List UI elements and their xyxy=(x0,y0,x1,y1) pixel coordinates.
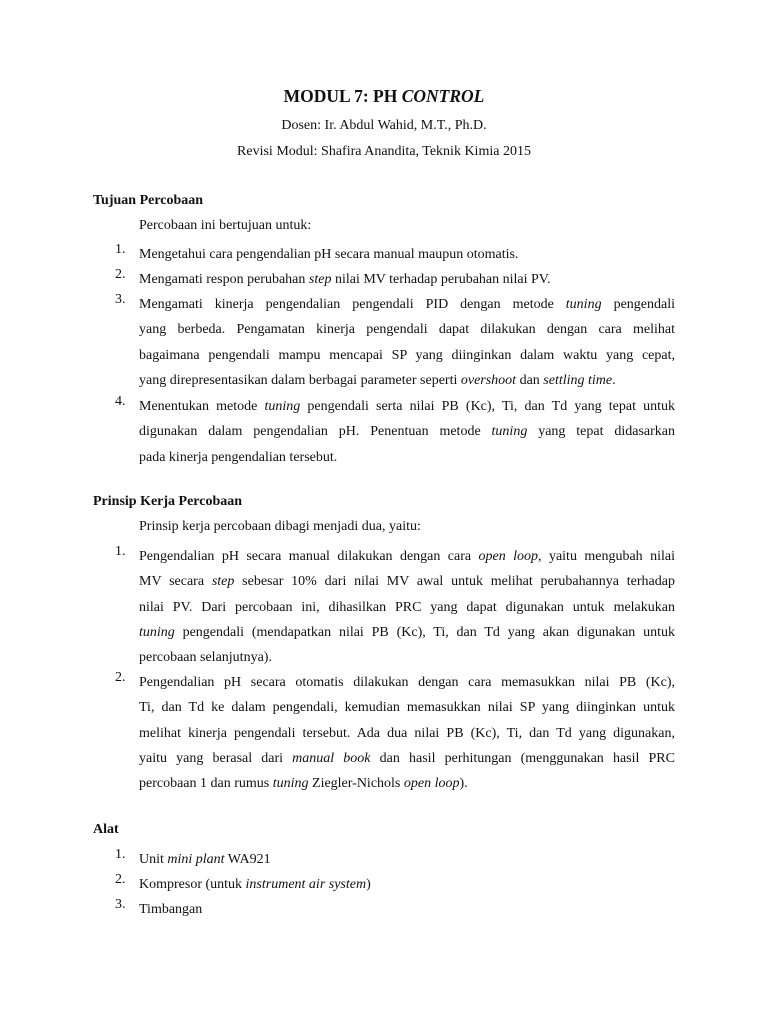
list-item-text xyxy=(139,544,675,670)
tujuan-item xyxy=(93,267,675,292)
list-number: 3. xyxy=(115,292,126,307)
italic-term: mini plant xyxy=(167,852,225,867)
text-line: yang berbeda. Pengamatan kinerja pengendali dapat dilakukan dengan cara melihat xyxy=(139,322,675,338)
text-line: Ti, dan Td ke dalam pengendali, kemudian memasukkan nilai SP yang diinginkan untuk xyxy=(139,700,675,716)
list-number: 2. xyxy=(115,267,126,282)
text-line: percobaan selanjutnya). xyxy=(139,650,272,666)
italic-term: step xyxy=(308,272,332,287)
italic-term: tuning xyxy=(272,776,309,792)
alat-item xyxy=(93,847,675,872)
list-number: 4. xyxy=(115,394,126,409)
title-prefix: MODUL 7: PH xyxy=(283,86,398,106)
text-line: Timbangan xyxy=(139,902,203,917)
text-line: Pengendalian pH secara otomatis dilakukan dengan cara memasukkan nilai PB (Kc), xyxy=(139,675,675,690)
prinsip-item xyxy=(93,544,675,670)
text-line: MV secara step sebesar 10% dari nilai MV awal untuk melihat perubahannya terhadap xyxy=(139,574,675,590)
list-number: 1. xyxy=(115,544,126,559)
italic-term: step xyxy=(211,574,235,590)
text-line: Pengendalian pH secara manual dilakukan dengan cara open loop, yaitu mengubah nilai xyxy=(139,549,675,564)
text-line: digunakan dalam pengendalian pH. Penentuan metode tuning yang tepat didasarkan xyxy=(139,424,676,440)
revision-line: Revisi Modul: Shafira Anandita, Teknik Kimia 2015 xyxy=(237,144,531,159)
text-line: Kompresor (untuk instrument air system) xyxy=(139,877,371,892)
italic-term: tuning xyxy=(565,297,602,312)
list-number: 2. xyxy=(115,872,126,887)
list-number: 3. xyxy=(115,897,126,912)
alat-item xyxy=(93,872,675,897)
text-line: Mengamati respon perubahan step nilai MV terhadap perubahan nilai PV. xyxy=(139,272,551,287)
text-line: pada kinerja pengendalian tersebut. xyxy=(139,449,338,465)
text-line: melihat kinerja pengendali tersebut. Ada dua nilai PB (Kc), Ti, dan Td yang digunakan, xyxy=(139,725,675,741)
italic-term: manual book xyxy=(292,750,371,766)
list-item-text xyxy=(139,292,675,393)
tujuan-item xyxy=(93,242,675,267)
tujuan-item xyxy=(93,292,675,393)
text-line: Mengetahui cara pengendalian pH secara manual maupun otomatis. xyxy=(139,247,519,262)
list-item-text xyxy=(139,670,675,796)
list-number: 2. xyxy=(115,670,126,685)
italic-term: settling time xyxy=(543,372,613,388)
section-intro-tujuan: Percobaan ini bertujuan untuk: xyxy=(139,218,312,233)
text-line: nilai PV. Dari percobaan ini, dihasilkan PRC yang dapat digunakan untuk melakukan xyxy=(139,599,675,615)
title-italic: CONTROL xyxy=(401,86,485,106)
prinsip-item xyxy=(93,670,675,796)
list-item-text xyxy=(139,394,675,470)
list-item-text xyxy=(139,897,675,922)
section-heading-tujuan: Tujuan Percobaan xyxy=(93,193,204,208)
italic-term: open loop xyxy=(403,776,460,792)
document-title xyxy=(0,86,768,107)
text-line: Menentukan metode tuning pengendali serta nilai PB (Kc), Ti, dan Td yang tepat untuk xyxy=(139,399,675,414)
text-line: yang direpresentasikan dalam berbagai parameter seperti overshoot dan settling time. xyxy=(139,372,616,388)
list-item-text xyxy=(139,872,675,897)
alat-item xyxy=(93,897,675,922)
list-number: 1. xyxy=(115,847,126,862)
tujuan-item xyxy=(93,394,675,470)
list-item-text xyxy=(139,267,675,292)
text-line: Unit mini plant WA921 xyxy=(139,852,271,867)
italic-term: open loop xyxy=(478,549,539,564)
text-line: Mengamati kinerja pengendalian pengendali PID dengan metode tuning pengendali xyxy=(139,297,675,312)
section-heading-alat: Alat xyxy=(93,822,119,837)
italic-term: tuning xyxy=(139,624,175,640)
italic-term: overshoot xyxy=(460,372,517,388)
italic-term: instrument air system xyxy=(245,877,367,892)
section-heading-prinsip: Prinsip Kerja Percobaan xyxy=(93,494,243,509)
list-item-text xyxy=(139,847,675,872)
list-item-text xyxy=(139,242,675,267)
text-line: percobaan 1 dan rumus tuning Ziegler-Nichols open loop). xyxy=(139,776,468,792)
italic-term: tuning xyxy=(264,399,301,414)
text-line: bagaimana pengendali mampu mencapai SP yang diinginkan dalam waktu yang cepat, xyxy=(139,347,675,363)
text-line: yaitu yang berasal dari manual book dan hasil perhitungan (menggunakan hasil PRC xyxy=(139,750,675,766)
text-line: tuning pengendali (mendapatkan nilai PB (Kc), Ti, dan Td yang akan digunakan untuk xyxy=(139,624,675,640)
lecturer-line: Dosen: Ir. Abdul Wahid, M.T., Ph.D. xyxy=(281,118,487,133)
list-number: 1. xyxy=(115,242,126,257)
section-intro-prinsip: Prinsip kerja percobaan dibagi menjadi dua, yaitu: xyxy=(139,519,421,534)
italic-term: tuning xyxy=(491,424,528,440)
